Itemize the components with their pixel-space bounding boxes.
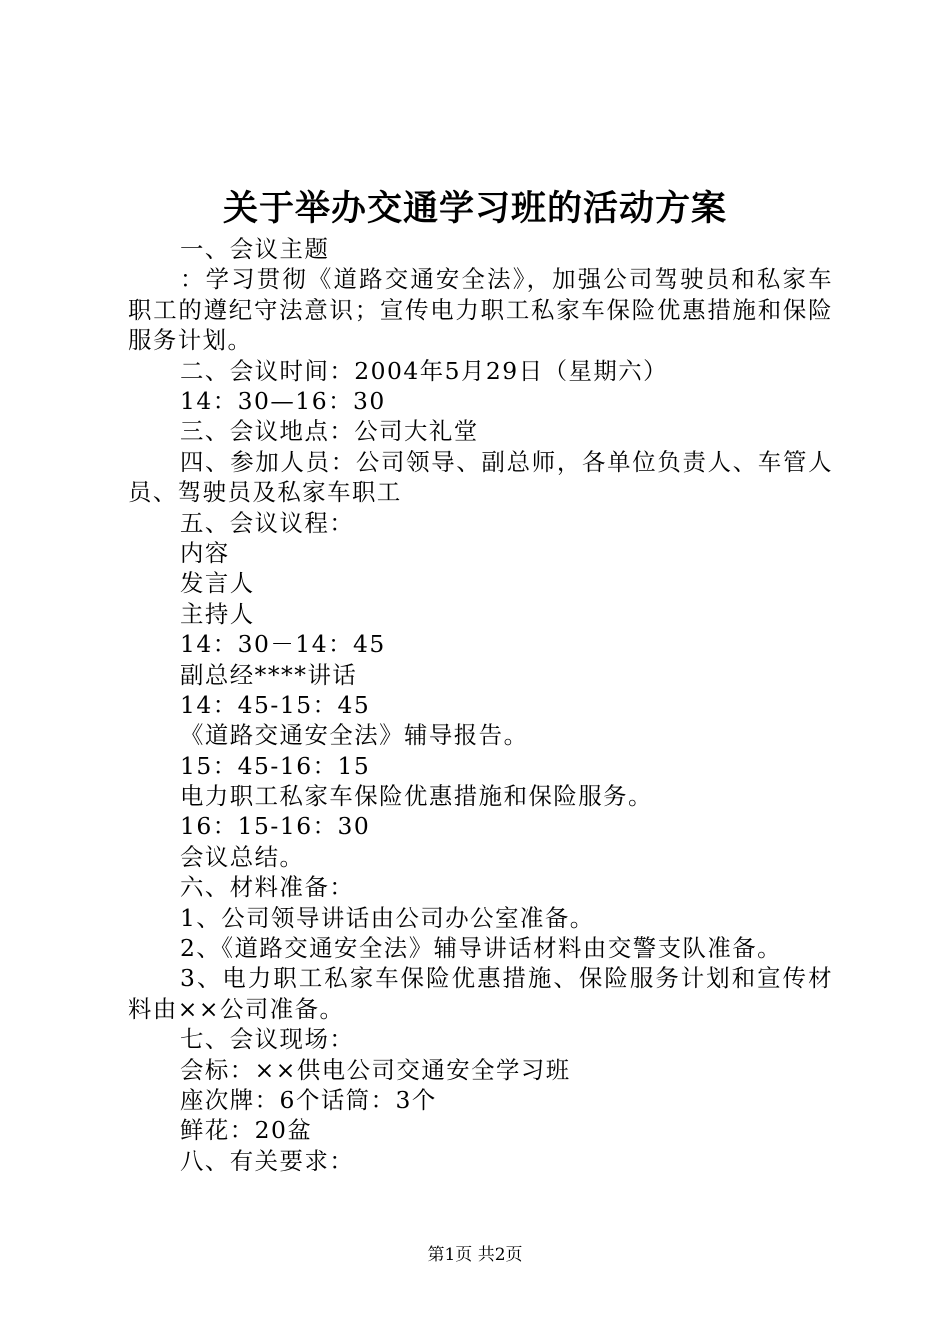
paragraph: 内容 — [180, 538, 230, 567]
paragraph: 电力职工私家车保险优惠措施和保险服务。 — [180, 782, 653, 811]
document-body — [128, 234, 833, 1176]
paragraph: 座次牌：6个话筒：3个 — [180, 1085, 437, 1114]
paragraph: 会标：××供电公司交通安全学习班 — [180, 1055, 571, 1084]
document-title: 关于举办交通学习班的活动方案 — [222, 188, 727, 229]
paragraph: 副总经****讲话 — [180, 660, 358, 689]
section-heading: 六、材料准备： — [180, 873, 355, 902]
section-heading: 三、会议地点：公司大礼堂 — [180, 417, 479, 446]
paragraph: 《道路交通安全法》辅导报告。 — [180, 721, 529, 750]
paragraph: 14：45-15：45 — [180, 690, 371, 719]
section-heading: 一、会议主题 — [180, 235, 330, 263]
paragraph: 2、《道路交通安全法》辅导讲话材料由交警支队准备。 — [180, 934, 783, 963]
paragraph: 14：30—16：30 — [180, 386, 386, 415]
section-heading: 五、会议议程： — [180, 508, 355, 537]
paragraph: 主持人 — [180, 599, 255, 628]
page-footer: 第1页 共2页 — [427, 1245, 523, 1265]
paragraph: 15：45-16：15 — [180, 751, 371, 780]
paragraph: 鲜花：20盆 — [180, 1116, 313, 1145]
paragraph: 14：30－14：45 — [180, 630, 386, 659]
paragraph: 1、公司领导讲话由公司办公室准备。 — [180, 903, 595, 932]
paragraph: 会议总结。 — [180, 842, 305, 871]
paragraph: 3、电力职工私家车保险优惠措施、保险服务计划和宣传材料由××公司准备。 — [128, 964, 833, 1023]
section-heading: 八、有关要求： — [180, 1146, 355, 1175]
paragraph: 发言人 — [180, 569, 255, 598]
section-heading: 四、参加人员：公司领导、副总师，各单位负责人、车管人员、驾驶员及私家车职工 — [128, 447, 833, 507]
paragraph: ：学习贯彻《道路交通安全法》，加强公司驾驶员和私家车职工的遵纪守法意识；宣传电力职工私家车保险优惠措施和保险服务计划。 — [128, 265, 833, 355]
paragraph: 16：15-16：30 — [180, 812, 371, 841]
section-heading: 七、会议现场： — [180, 1025, 355, 1054]
section-heading: 二、会议时间：2004年5月29日（星期六） — [180, 356, 669, 385]
